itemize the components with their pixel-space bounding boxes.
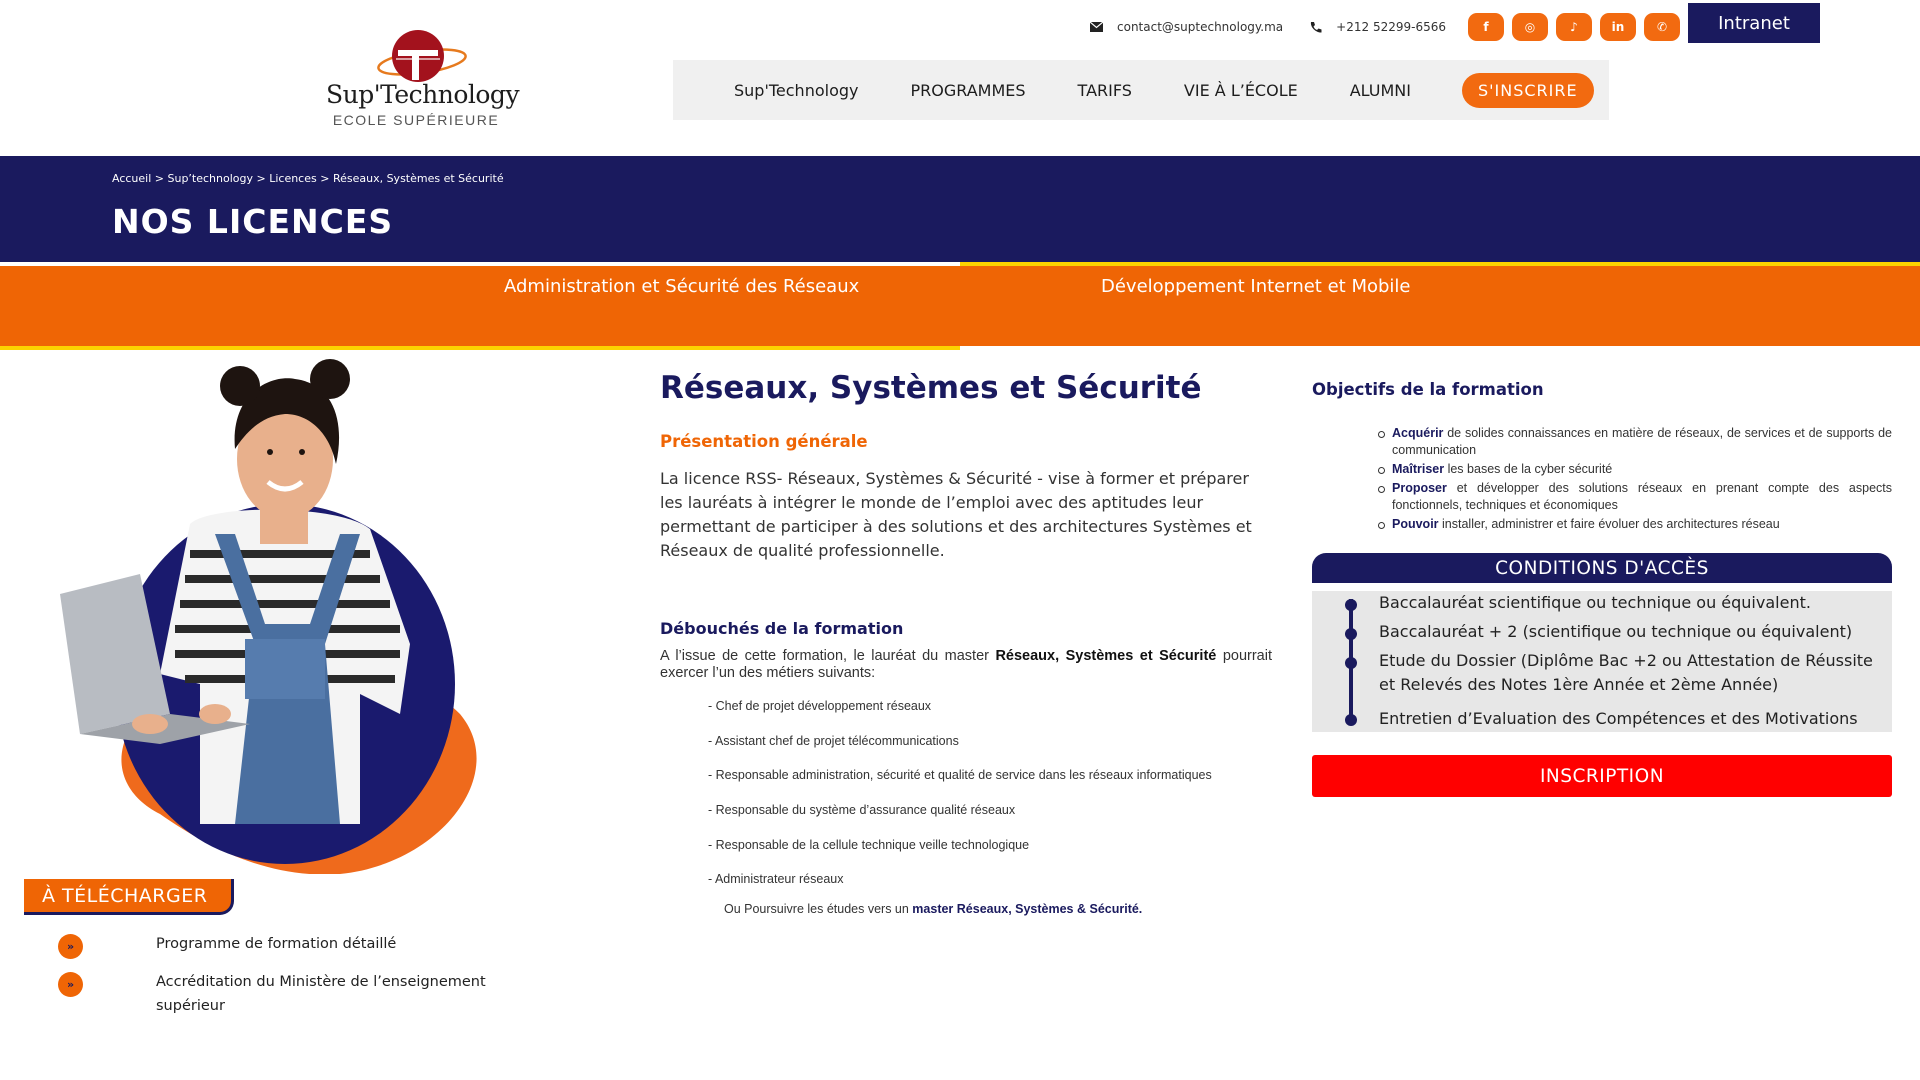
logo-emblem-icon [374, 28, 470, 86]
further-studies-prefix: Ou Poursuivre les études vers un [724, 902, 913, 917]
condition-item: Baccalauréat scientifique ou technique ou équivalent. [1379, 593, 1811, 612]
downloads-heading: À TÉLÉCHARGER [24, 879, 234, 915]
further-studies-text [660, 902, 1272, 916]
nav-item-alumni[interactable]: ALUMNI [1349, 80, 1411, 100]
phone-icon [1309, 21, 1322, 34]
debouches-intro-bold: Réseaux, Systèmes et Sécurité [995, 648, 1217, 664]
page-title: NOS LICENCES [112, 202, 394, 241]
presentation-heading: Présentation générale [660, 432, 868, 451]
program-details [660, 370, 1272, 916]
objective-verb: Maîtriser [1392, 462, 1445, 476]
job-item: - Responsable de la cellule technique veille technologique [708, 837, 1030, 852]
instagram-icon[interactable]: ◎ [1512, 13, 1548, 41]
objective-item [1392, 461, 1892, 478]
site-logo[interactable] [326, 24, 520, 134]
objective-text: installer, administrer et faire évoluer des architectures réseau [1438, 517, 1780, 531]
breadcrumb[interactable]: Accueil > Sup’technology > Licences > Réseaux, Systèmes et Sécurité [112, 172, 504, 185]
timeline-dot [1345, 657, 1357, 669]
envelope-icon [1090, 22, 1103, 32]
double-chevron-down-icon: » [58, 934, 83, 959]
objective-verb: Acquérir [1392, 426, 1444, 440]
conditions-list [1312, 591, 1892, 732]
objective-text: de solides connaissances en matière de réseaux, de services et de supports de communication [1392, 426, 1892, 457]
jobs-list [660, 696, 1272, 904]
debouches-heading: Débouchés de la formation [660, 619, 904, 638]
timeline-dot [1345, 599, 1357, 611]
email-contact[interactable] [1090, 20, 1283, 34]
objective-verb: Pouvoir [1392, 517, 1439, 531]
debouches-intro-text: A l’issue de cette formation, le lauréat du master [660, 648, 996, 664]
double-chevron-down-icon: » [58, 972, 83, 997]
phone-text: +212 52299-6566 [1336, 20, 1446, 34]
objective-text: les bases de la cyber sécurité [1444, 462, 1613, 476]
objectives-heading: Objectifs de la formation [1312, 380, 1544, 399]
nav-item-vie-ecole[interactable]: VIE À L’ÉCOLE [1183, 80, 1298, 100]
download-label[interactable]: Programme de formation détaillé [156, 936, 397, 952]
tab-administration-securite-reseaux[interactable]: Administration et Sécurité des Réseaux [504, 276, 860, 297]
presentation-text: La licence RSS- Réseaux, Systèmes & Sécurité - vise à former et préparer les lauréats à intégrer le monde de l’emploi avec des aptitudes leur permettant de participer à des solutions et des architectures Systèmes et Réseaux de qualité professionnelle. [660, 469, 1252, 560]
download-label[interactable]: Accréditation du Ministère de l’enseignement supérieur [156, 974, 486, 1014]
download-item[interactable] [58, 934, 397, 959]
nav-item-programmes[interactable]: PROGRAMMES [910, 80, 1026, 100]
condition-item: Entretien d’Evaluation des Compétences et des Motivations [1379, 709, 1858, 728]
logo-subtitle: ECOLE SUPÉRIEURE [332, 112, 500, 128]
job-item: - Responsable administration, sécurité et qualité de service dans les réseaux informatiques [708, 768, 1212, 783]
licence-tabs [0, 262, 1920, 350]
logo-name: Sup'Technology [326, 80, 520, 109]
page-banner [0, 156, 1920, 262]
objective-item [1392, 425, 1892, 459]
condition-item: Etude du Dossier (Diplôme Bac +2 ou Attestation de Réussite et Relevés des Notes 1ère Année et 2ème Année) [1379, 651, 1873, 694]
download-item[interactable] [58, 972, 486, 1014]
tab-divider [960, 262, 1920, 266]
tiktok-icon[interactable]: ♪ [1556, 13, 1592, 41]
objective-text: et développer des solutions réseaux en prenant compte des aspects fonctionnels, techniques et économiques [1392, 481, 1892, 512]
main-nav [673, 60, 1609, 120]
objective-verb: Proposer [1392, 481, 1447, 495]
email-text: contact@suptechnology.ma [1117, 20, 1284, 34]
timeline-dot [1345, 628, 1357, 640]
objective-item [1392, 516, 1892, 533]
debouches-intro [660, 648, 1272, 682]
linkedin-icon[interactable]: in [1600, 13, 1636, 41]
tab-developpement-internet-mobile[interactable]: Développement Internet et Mobile [1101, 276, 1411, 297]
student-with-laptop-illustration [40, 354, 480, 874]
tab-divider [0, 346, 960, 350]
phone-contact[interactable] [1309, 20, 1446, 34]
debouches-intro-text: pourrait exercer l’un des métiers suivants: [660, 648, 1272, 681]
further-studies-bold: master Réseaux, Systèmes & Sécurité. [912, 902, 1143, 917]
inscription-button[interactable]: INSCRIPTION [1312, 755, 1892, 797]
timeline-dot [1345, 714, 1357, 726]
job-item: - Assistant chef de projet télécommunications [708, 733, 959, 748]
tab-divider [960, 346, 1920, 350]
nav-item-suptechnology[interactable]: Sup'Technology [734, 80, 859, 100]
job-item: - Chef de projet développement réseaux [708, 699, 932, 713]
job-item: - Administrateur réseaux [708, 872, 844, 887]
social-links [1468, 13, 1680, 41]
top-contact-bar [1090, 10, 1680, 44]
tab-divider [0, 262, 960, 266]
job-item: - Responsable du système d’assurance qualité réseaux [708, 803, 1016, 818]
objectives-list [1392, 425, 1892, 533]
whatsapp-icon[interactable]: ✆ [1644, 13, 1680, 41]
intranet-button[interactable]: Intranet [1688, 3, 1820, 43]
condition-item: Baccalauréat + 2 (scientifique ou technique ou équivalent) [1379, 622, 1853, 641]
program-title: Réseaux, Systèmes et Sécurité [660, 370, 1202, 406]
facebook-icon[interactable]: f [1468, 13, 1504, 41]
objective-item [1392, 480, 1892, 514]
objectives-panel [1312, 380, 1892, 787]
conditions-heading: CONDITIONS D'ACCÈS [1312, 553, 1892, 583]
sinscrire-button[interactable]: S'INSCRIRE [1462, 73, 1594, 108]
nav-item-tarifs[interactable]: TARIFS [1077, 80, 1132, 100]
